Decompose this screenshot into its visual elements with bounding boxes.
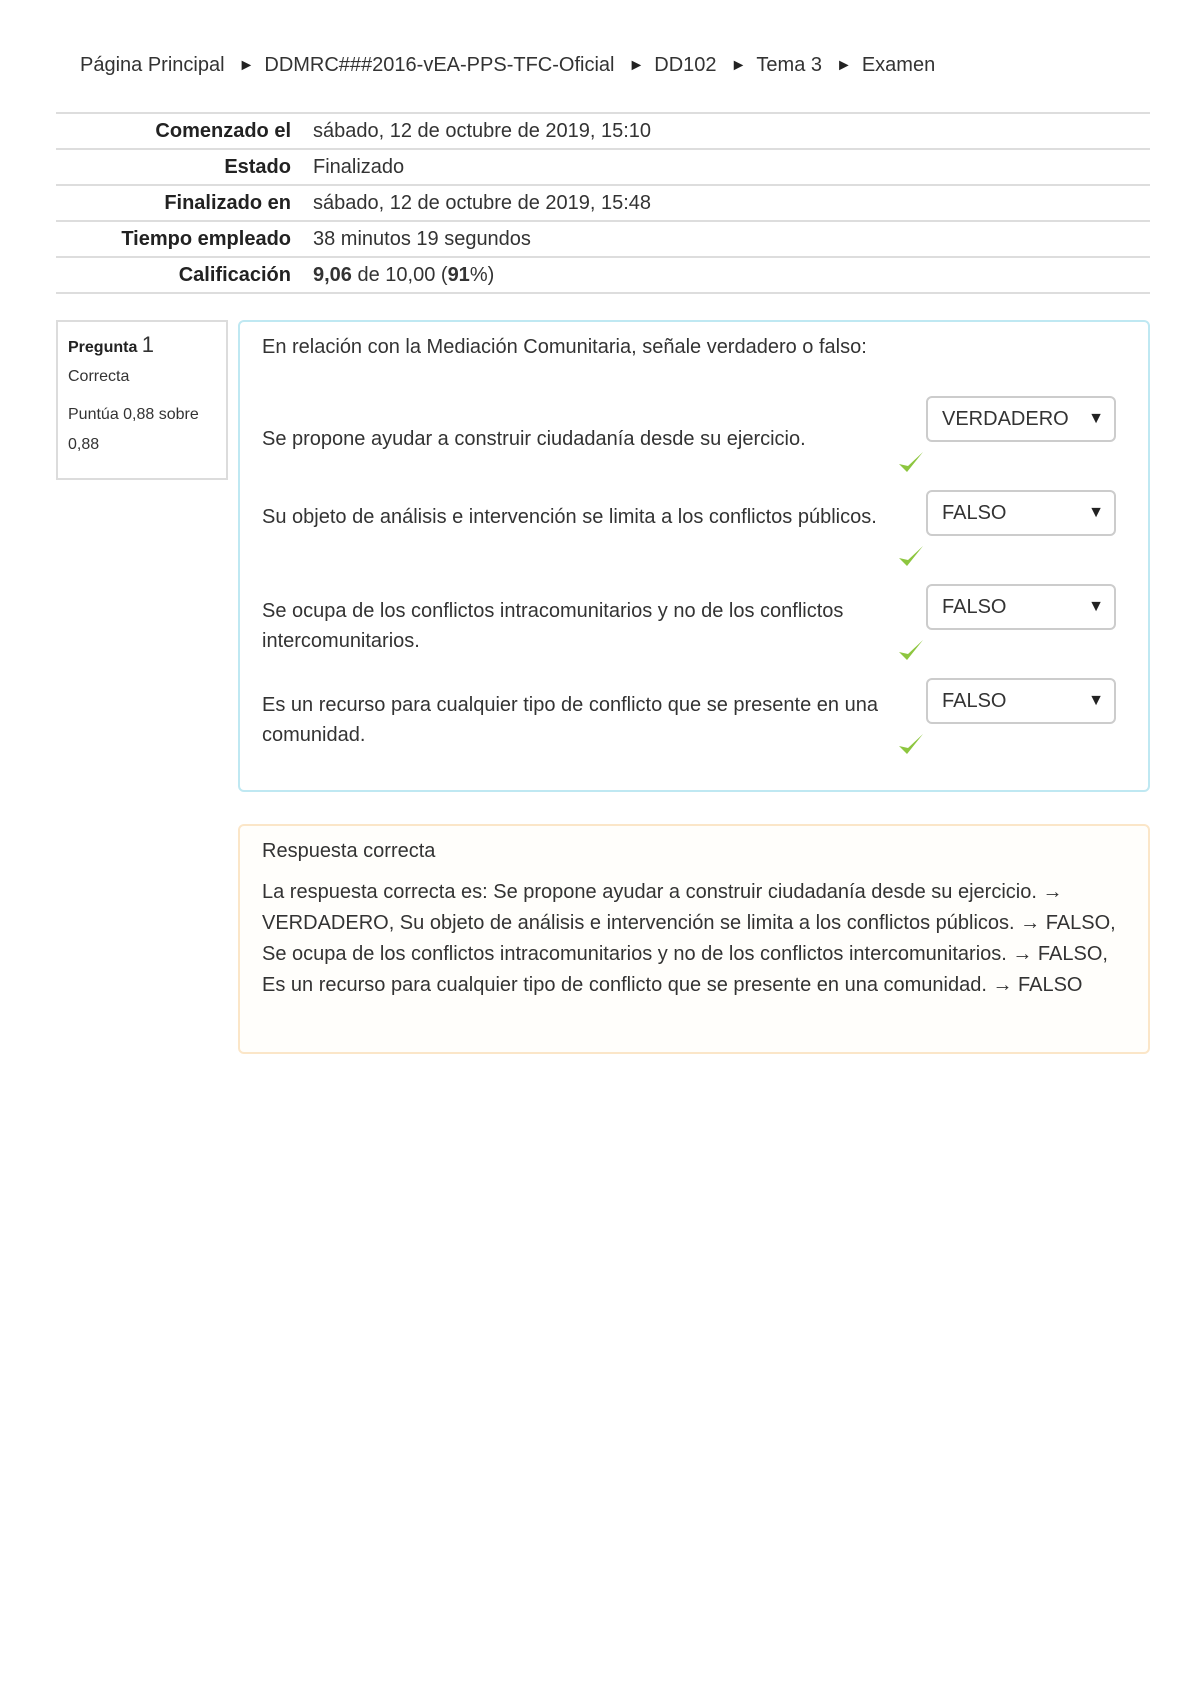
breadcrumb bbox=[80, 54, 935, 77]
summary-label: Comenzado el bbox=[155, 119, 291, 142]
question-number: 1 bbox=[141, 332, 155, 357]
breadcrumb-separator-icon: ► bbox=[628, 56, 645, 74]
summary-row-state bbox=[56, 149, 1150, 185]
breadcrumb-separator-icon: ► bbox=[238, 56, 255, 74]
summary-value: Finalizado bbox=[313, 155, 405, 178]
answer-select-value: FALSO bbox=[942, 502, 1007, 524]
chevron-down-icon: ▼ bbox=[1088, 504, 1104, 521]
question-title bbox=[68, 332, 216, 358]
answer-select[interactable] bbox=[926, 490, 1116, 536]
answer-select[interactable] bbox=[926, 678, 1116, 724]
question-formulation bbox=[238, 320, 1150, 792]
feedback-title: Respuesta correcta bbox=[262, 840, 436, 862]
grade-value bbox=[313, 257, 1150, 293]
summary-label: Estado bbox=[224, 155, 291, 178]
summary-label: Calificación bbox=[178, 263, 291, 286]
answer-select[interactable] bbox=[926, 396, 1116, 442]
check-icon bbox=[896, 542, 926, 572]
breadcrumb-section[interactable]: DD102 bbox=[654, 54, 717, 76]
check-icon bbox=[896, 636, 926, 666]
match-statement: Se propone ayudar a construir ciudadanía desde su ejercicio. bbox=[262, 428, 806, 450]
check-icon bbox=[896, 448, 926, 478]
summary-row-grade bbox=[56, 257, 1150, 293]
breadcrumb-quiz[interactable]: Examen bbox=[861, 54, 936, 76]
summary-row-time bbox=[56, 221, 1150, 257]
breadcrumb-separator-icon: ► bbox=[836, 56, 852, 74]
breadcrumb-separator-icon: ► bbox=[730, 56, 747, 74]
question-mark: Puntúa 0,88 sobre 0,88 bbox=[68, 406, 199, 453]
summary-value: sábado, 12 de octubre de 2019, 15:48 bbox=[313, 191, 652, 214]
match-statement: Es un recurso para cualquier tipo de conflicto que se presente en una comunidad. bbox=[262, 694, 878, 746]
grade-middle: de 10,00 ( bbox=[351, 263, 448, 286]
question-text: En relación con la Mediación Comunitaria, señale verdadero o falso: bbox=[262, 336, 867, 358]
question-feedback bbox=[238, 824, 1150, 1054]
breadcrumb-topic[interactable]: Tema 3 bbox=[756, 54, 822, 76]
match-statement: Su objeto de análisis e intervención se limita a los conflictos públicos. bbox=[262, 506, 877, 528]
answer-select[interactable] bbox=[926, 584, 1116, 630]
summary-label: Tiempo empleado bbox=[121, 227, 291, 250]
check-icon bbox=[896, 730, 926, 760]
match-row bbox=[262, 490, 1132, 576]
question-label: Pregunta bbox=[68, 339, 138, 356]
match-statement: Se ocupa de los conflictos intracomunitarios y no de los conflictos intercomunitarios. bbox=[262, 600, 844, 652]
attempt-summary-table bbox=[56, 112, 1150, 294]
breadcrumb-course[interactable]: DDMRC###2016-vEA-PPS-TFC-Oficial bbox=[264, 54, 615, 76]
match-row bbox=[262, 678, 1132, 764]
match-row bbox=[262, 584, 1132, 670]
summary-value: 38 minutos 19 segundos bbox=[313, 227, 531, 250]
grade-percent: 91 bbox=[447, 263, 470, 286]
question-info bbox=[56, 320, 228, 480]
answer-select-value: VERDADERO bbox=[942, 408, 1069, 430]
correct-answer-text: La respuesta correcta es: Se propone ayudar a construir ciudadanía desde su ejercicio. → VERDADERO, Su objeto de análisis e intervención se limita a los conflictos públicos. → FALSO, Se ocupa de los conflictos intracomunitarios y no de los conflictos intercomunitarios. → FALSO, Es un recurso para cualquier tipo de conflicto que se presente en una comunidad. → FALSO bbox=[262, 881, 1116, 996]
grade-end: %) bbox=[469, 263, 495, 286]
grade-score: 9,06 bbox=[313, 263, 352, 286]
match-row bbox=[262, 396, 1132, 482]
answer-select-value: FALSO bbox=[942, 690, 1007, 712]
summary-value: sábado, 12 de octubre de 2019, 15:10 bbox=[313, 119, 652, 142]
answer-select-value: FALSO bbox=[942, 596, 1007, 618]
summary-row-started bbox=[56, 113, 1150, 149]
chevron-down-icon: ▼ bbox=[1088, 598, 1104, 615]
chevron-down-icon: ▼ bbox=[1088, 410, 1104, 427]
chevron-down-icon: ▼ bbox=[1088, 692, 1104, 709]
question-state: Correcta bbox=[68, 368, 130, 385]
summary-row-finished bbox=[56, 185, 1150, 221]
summary-label: Finalizado en bbox=[164, 191, 291, 214]
breadcrumb-home[interactable]: Página Principal bbox=[80, 54, 225, 76]
